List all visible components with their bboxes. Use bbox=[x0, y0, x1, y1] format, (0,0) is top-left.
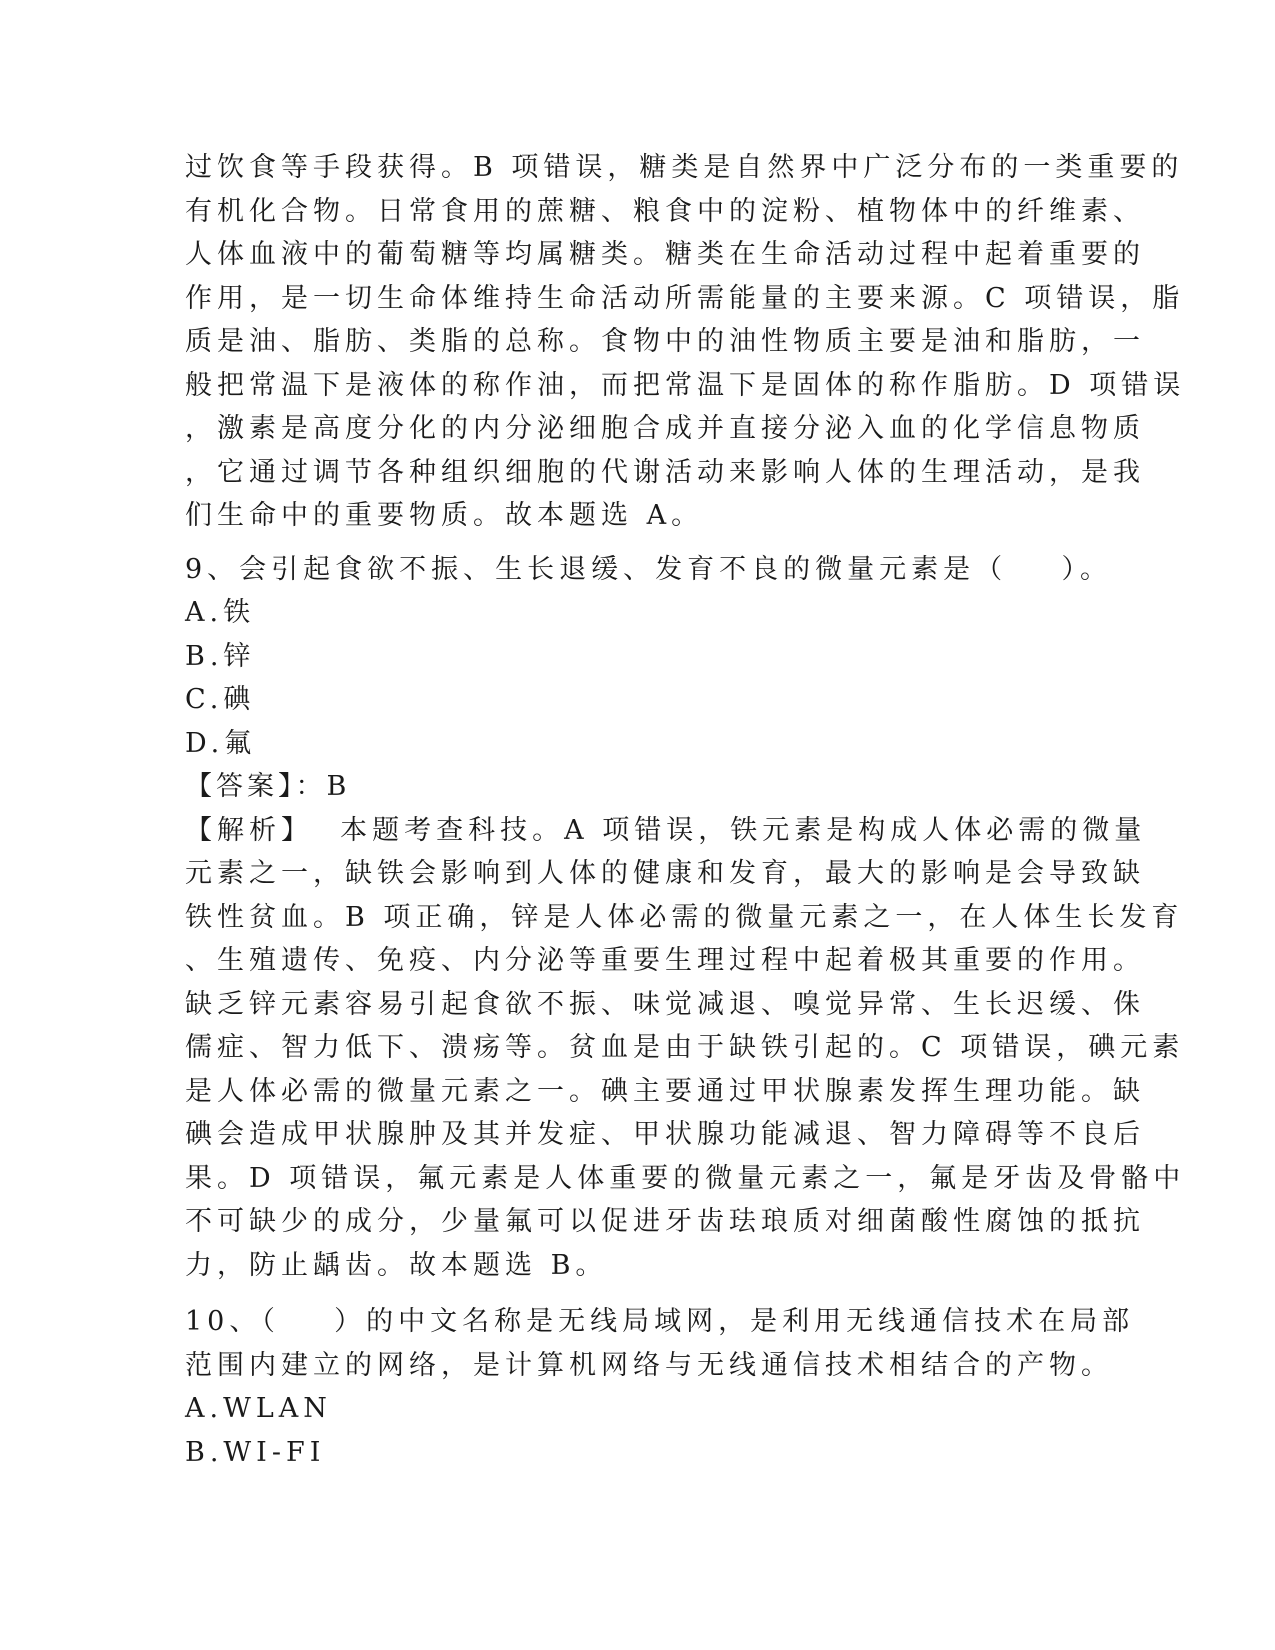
answer-line: 【答案】：B bbox=[185, 771, 351, 802]
question-stem: 9、会引起食欲不振、生长退缓、发育不良的微量元素是（ ）。 bbox=[185, 553, 1113, 585]
option-a: A.铁 bbox=[185, 597, 256, 628]
text-line: 们生命中的重要物质。故本题选 A。 bbox=[185, 500, 704, 531]
text-line: 缺乏锌元素容易引起食欲不振、味觉减退、嗅觉异常、生长迟缓、侏 bbox=[185, 988, 1145, 1020]
text-line: 果。D 项错误，氟元素是人体重要的微量元素之一，氟是牙齿及骨骼中 bbox=[185, 1162, 1186, 1194]
question-9 bbox=[185, 548, 1186, 1288]
text-line: 过饮食等手段获得。B 项错误，糖类是自然界中广泛分布的一类重要的 bbox=[185, 152, 1184, 183]
text-line: 碘会造成甲状腺肿及其并发症、甲状腺功能减退、智力障碍等不良后 bbox=[185, 1119, 1145, 1150]
text-line: 质是油、脂肪、类脂的总称。食物中的油性物质主要是油和脂肪，一 bbox=[185, 326, 1145, 357]
text-line: 儒症、智力低下、溃疡等。贫血是由于缺铁引起的。C 项错误，碘元素 bbox=[185, 1032, 1185, 1063]
text-line: 元素之一，缺铁会影响到人体的健康和发育，最大的影响是会导致缺 bbox=[185, 858, 1145, 889]
text-line: 、生殖遗传、免疫、内分泌等重要生理过程中起着极其重要的作用。 bbox=[185, 945, 1145, 976]
question-stem: 范围内建立的网络，是计算机网络与无线通信技术相结合的产物。 bbox=[185, 1349, 1113, 1381]
previous-explanation bbox=[185, 146, 1186, 538]
text-line: ，它通过调节各种组织细胞的代谢活动来影响人体的生理活动，是我 bbox=[185, 456, 1145, 488]
text-line: 不可缺少的成分，少量氟可以促进牙齿珐琅质对细菌酸性腐蚀的抵抗 bbox=[185, 1206, 1145, 1237]
question-10 bbox=[185, 1300, 1135, 1474]
option-d: D.氟 bbox=[185, 727, 257, 759]
text-line: 【解析】 本题考查科技。A 项错误，铁元素是构成人体必需的微量 bbox=[185, 814, 1147, 846]
text-line: 有机化合物。日常食用的蔗糖、粮食中的淀粉、植物体中的纤维素、 bbox=[185, 195, 1145, 227]
option-a: A.WLAN bbox=[185, 1393, 332, 1424]
option-b: B.WI-FI bbox=[185, 1436, 326, 1468]
text-line: 铁性贫血。B 项正确，锌是人体必需的微量元素之一，在人体生长发育 bbox=[185, 901, 1184, 933]
text-line: 是人体必需的微量元素之一。碘主要通过甲状腺素发挥生理功能。缺 bbox=[185, 1075, 1145, 1107]
text-line: 人体血液中的葡萄糖等均属糖类。糖类在生命活动过程中起着重要的 bbox=[185, 239, 1145, 270]
text-line: 般把常温下是液体的称作油，而把常温下是固体的称作脂肪。D 项错误 bbox=[185, 369, 1186, 401]
explanation bbox=[185, 809, 1186, 1288]
text-line: 力，防止龋齿。故本题选 B。 bbox=[185, 1249, 608, 1281]
option-b: B.锌 bbox=[185, 640, 256, 672]
text-line: ，激素是高度分化的内分泌细胞合成并直接分泌入血的化学信息物质 bbox=[185, 413, 1145, 444]
option-c: C.碘 bbox=[185, 684, 256, 715]
text-line: 作用，是一切生命体维持生命活动所需能量的主要来源。C 项错误，脂 bbox=[185, 282, 1185, 314]
question-stem: 10、（ ）的中文名称是无线局域网，是利用无线通信技术在局部 bbox=[185, 1306, 1135, 1337]
document-page bbox=[185, 146, 1186, 1474]
